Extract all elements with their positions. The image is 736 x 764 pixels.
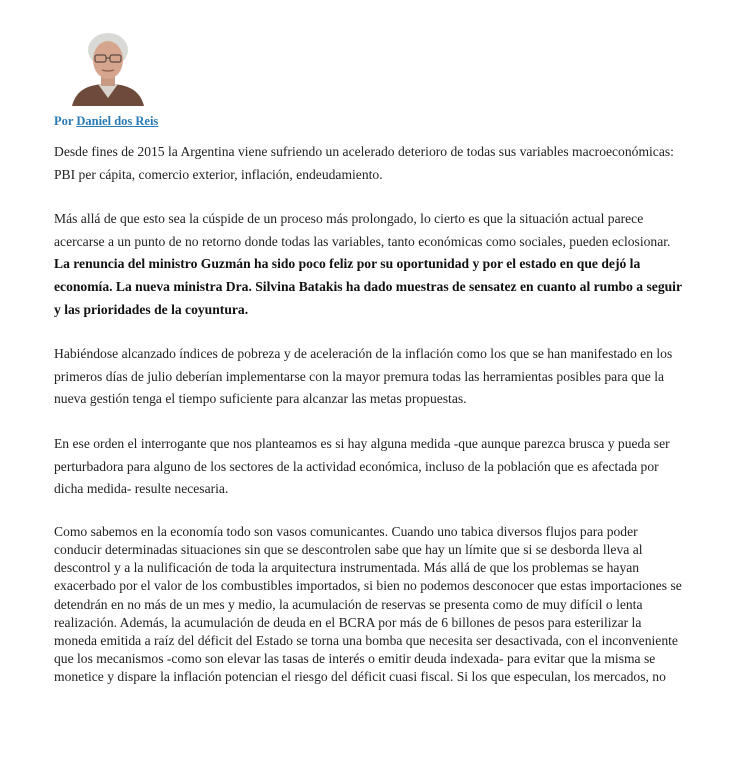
paragraph-1: Desde fines de 2015 la Argentina viene sufriendo un acelerado deterioro de todas sus variables macroeconómicas: PBI per cápita, comercio exterior, inflación, endeudamiento. (54, 144, 674, 182)
paragraph-2 (54, 208, 684, 321)
author-portrait-image (70, 28, 146, 106)
paragraph-3: Habiéndose alcanzado índices de pobreza y de aceleración de la inflación como los que se han manifestado en los primeros días de julio deberían implementarse con la mayor premura todas las herramientas posibles para que la nueva gestión tenga el tiempo suficiente para alcanzar las metas propuestas. (54, 346, 673, 407)
paragraph-5: Como sabemos en la economía todo son vasos comunicantes. Cuando uno tabica diversos flujos para poder conducir determinadas situaciones sin que se descontrolen sabe que hay un límite que si se desborda lleva al descontrol y a la nulificación de toda la arquitectura instrumentada. Más allá de que los problemas se hayan exacerbado por el valor de los combustibles importados, si bien no podemos desconocer que estas importaciones se detendrán en no más de un mes y medio, la acumulación de reservas se presenta como de muy difícil o lenta realización. Además, la acumulación de deuda en el BCRA por más de 6 billones de pesos para esterilizar la moneda emitida a raíz del déficit del Estado se torna una bomba que necesita ser desactivada, con el inconveniente que los mecanismos -como son elevar las tasas de interés o emitir deuda indexada- para evitar que la misma se monetice y dispare la inflación potencian el riesgo del déficit cuasi fiscal. Si los que especulan, los mercados, no (54, 523, 682, 685)
author-photo (70, 28, 146, 106)
paragraph-4: En ese orden el interrogante que nos planteamos es si hay alguna medida -que aunque parezca brusca y pueda ser perturbadora para alguno de los sectores de la actividad económica, incluso de la población que es afectada por dicha medida- resulte necesaria. (54, 435, 670, 497)
byline-prefix: Por (54, 114, 74, 128)
article (54, 28, 684, 687)
paragraph-2-bold-text: La renuncia del ministro Guzmán ha sido poco feliz por su oportunidad y por el estado en que dejó la economía. La nueva ministra Dra. Silvina Batakis ha dado muestras de sensatez en cuanto al rumbo a seguir y las prioridades de la coyuntura. (54, 256, 682, 317)
paragraph-2-text: Más allá de que esto sea la cúspide de un proceso más prolongado, lo cierto es que la situación actual parece acercarse a un punto de no retorno donde todas las variables, tanto económicas como sociales, pueden eclosionar. (54, 211, 671, 249)
byline (54, 114, 684, 129)
author-link[interactable]: Daniel dos Reis (76, 114, 159, 128)
